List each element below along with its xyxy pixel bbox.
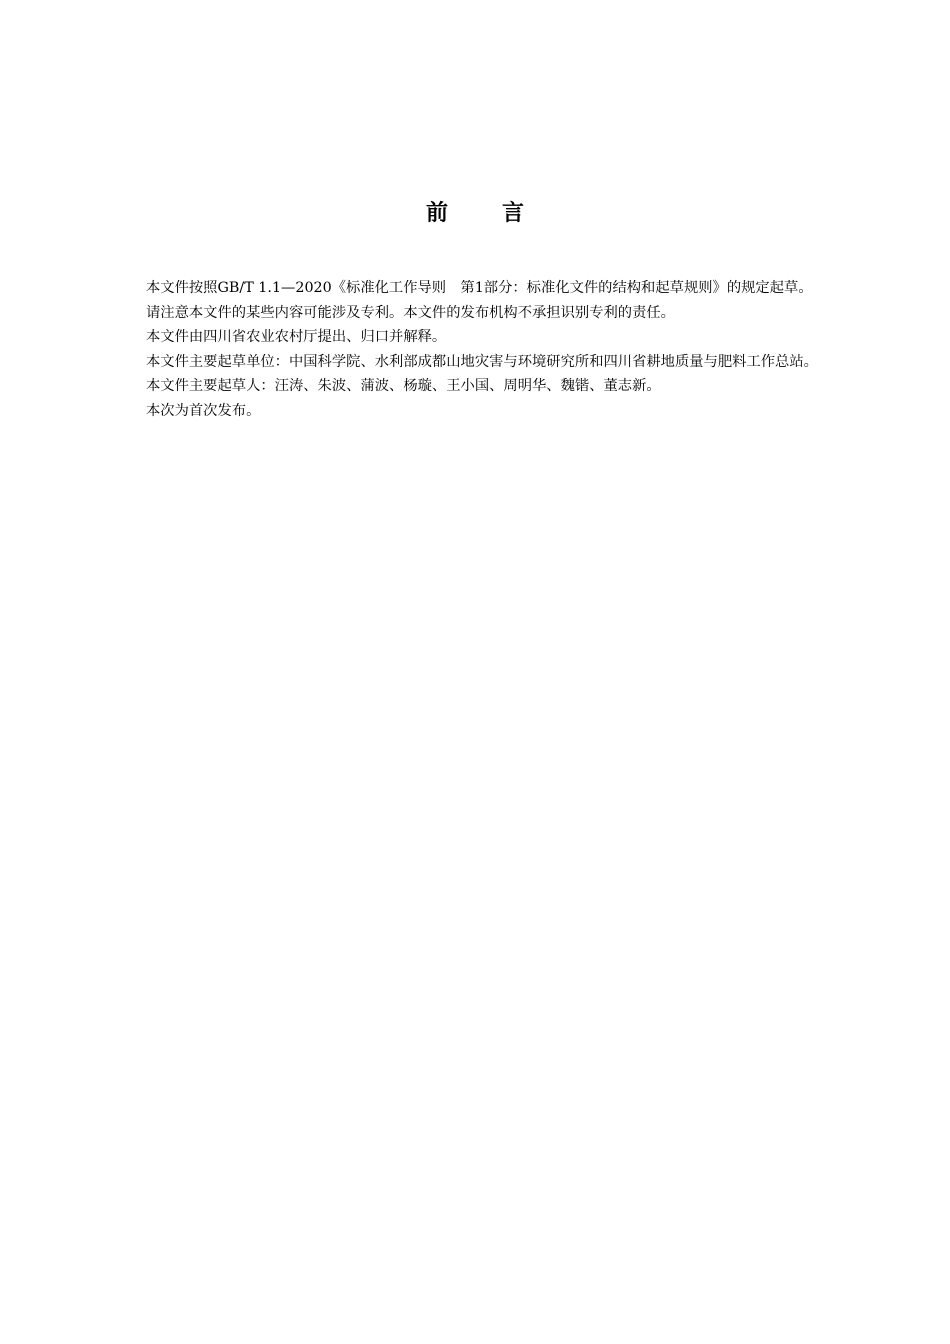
foreword-body (113, 276, 862, 424)
paragraph-patent-notice: 请注意本文件的某些内容可能涉及专利。本文件的发布机构不承担识别专利的责任。 (146, 304, 675, 321)
section-heading (0, 197, 950, 231)
heading-char-1: 前 (425, 201, 448, 226)
paragraph-drafting-basis: 本文件按照GB/T 1.1—2020《标准化工作导则 第1部分：标准化文件的结构和起草规则》的规定起草。 (146, 280, 813, 296)
heading-char-2: 言 (502, 201, 525, 226)
paragraph-drafting-units: 本文件主要起草单位：中国科学院、水利部成都山地灾害与环境研究所和四川省耕地质量与肥料工作总站。 (146, 353, 818, 370)
paragraph-drafters: 本文件主要起草人：汪涛、朱波、蒲波、杨璇、王小国、周明华、魏锴、董志新。 (146, 378, 661, 395)
paragraph-release-note: 本次为首次发布。 (146, 402, 261, 419)
paragraph-proposer: 本文件由四川省农业农村厅提出、归口并解释。 (146, 329, 447, 346)
